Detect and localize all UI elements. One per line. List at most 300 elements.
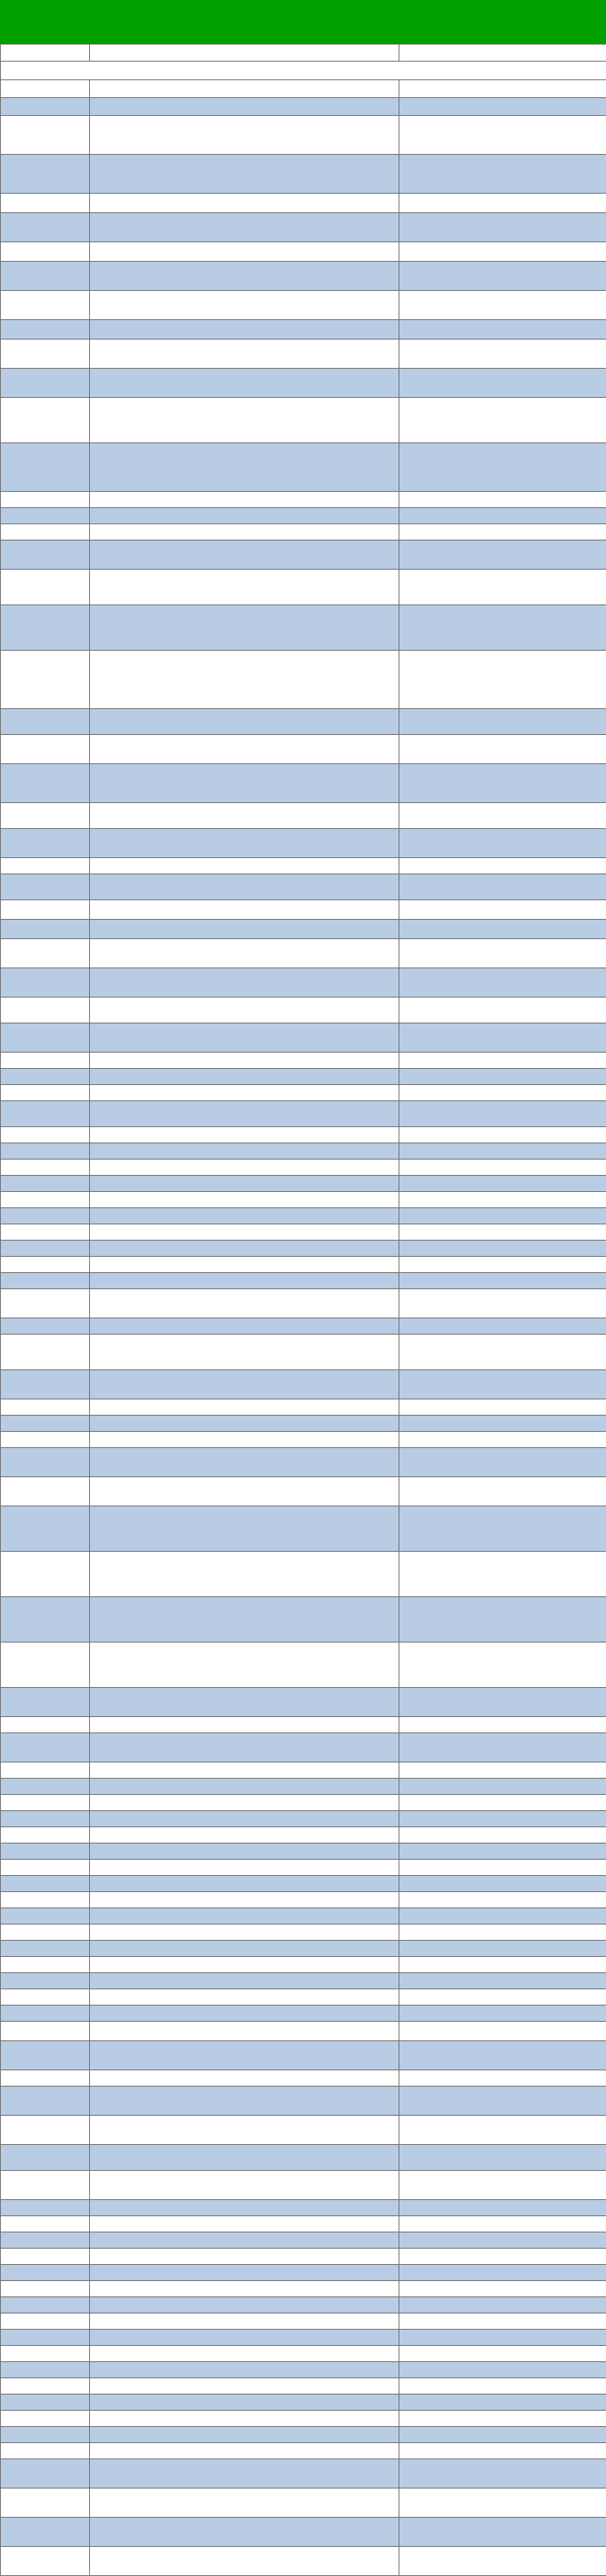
tariff-table — [0, 44, 606, 2576]
description-zh-cell — [399, 1892, 606, 1908]
description-zh-cell — [399, 1023, 606, 1053]
table-row — [1, 1416, 606, 1432]
hs-code-cell — [1, 2443, 90, 2459]
description-zh-cell — [399, 1811, 606, 1827]
description-zh-cell — [399, 1876, 606, 1892]
table-row — [1, 1811, 606, 1827]
hs-code-cell — [1, 2459, 90, 2488]
table-header-row — [1, 45, 606, 62]
table-row — [1, 1892, 606, 1908]
description-zh-cell — [399, 939, 606, 968]
description-en-cell — [90, 2394, 399, 2411]
description-zh-cell — [399, 1241, 606, 1257]
description-en-cell — [90, 858, 399, 874]
description-en-cell — [90, 2443, 399, 2459]
description-en-cell — [90, 1989, 399, 2006]
table-row — [1, 998, 606, 1023]
table-row — [1, 443, 606, 492]
table-row — [1, 2362, 606, 2378]
description-zh-cell — [399, 1733, 606, 1762]
table-row — [1, 1127, 606, 1143]
description-zh-cell — [399, 2297, 606, 2313]
description-en-cell — [90, 2547, 399, 2576]
hs-code-cell — [1, 858, 90, 874]
description-zh-cell — [399, 1432, 606, 1448]
description-zh-cell — [399, 540, 606, 570]
description-en-cell — [90, 1143, 399, 1160]
hs-code-cell — [1, 524, 90, 540]
table-row — [1, 2216, 606, 2232]
hs-code-cell — [1, 1908, 90, 1925]
description-en-cell — [90, 2362, 399, 2378]
description-en-cell — [90, 1192, 399, 1208]
description-en-cell — [90, 1335, 399, 1370]
description-zh-cell — [399, 1127, 606, 1143]
table-row — [1, 2459, 606, 2488]
table-row — [1, 2265, 606, 2281]
table-row — [1, 398, 606, 443]
description-en-cell — [90, 116, 399, 155]
description-en-cell — [90, 2070, 399, 2087]
table-row — [1, 1101, 606, 1127]
hs-code-cell — [1, 2265, 90, 2281]
table-row — [1, 2427, 606, 2443]
hs-code-cell — [1, 1597, 90, 1643]
description-en-cell — [90, 764, 399, 803]
hs-code-cell — [1, 2488, 90, 2518]
description-en-cell — [90, 2145, 399, 2171]
hs-code-cell — [1, 1925, 90, 1941]
description-zh-cell — [399, 1053, 606, 1069]
description-zh-cell — [399, 2116, 606, 2145]
hs-code-cell — [1, 320, 90, 340]
description-zh-cell — [399, 340, 606, 369]
description-en-cell — [90, 1416, 399, 1432]
description-zh-cell — [399, 605, 606, 651]
hs-code-cell — [1, 2362, 90, 2378]
description-zh-cell — [399, 2171, 606, 2200]
description-en-cell — [90, 1448, 399, 1477]
table-row — [1, 1779, 606, 1795]
table-row — [1, 1273, 606, 1289]
description-zh-cell — [399, 829, 606, 858]
hs-code-cell — [1, 2518, 90, 2547]
description-en-cell — [90, 1101, 399, 1127]
description-zh-cell — [399, 2232, 606, 2249]
hs-code-cell — [1, 1399, 90, 1416]
description-zh-cell — [399, 2459, 606, 2488]
hs-code-cell — [1, 570, 90, 605]
description-zh-cell — [399, 764, 606, 803]
hs-code-cell — [1, 1552, 90, 1597]
description-zh-cell — [399, 1597, 606, 1643]
description-zh-cell — [399, 1957, 606, 1973]
hs-code-cell — [1, 968, 90, 998]
table-row — [1, 2330, 606, 2346]
table-row — [1, 1860, 606, 1876]
banner-subtitle-2 — [299, 29, 307, 41]
description-zh-cell — [399, 651, 606, 709]
table-row — [1, 1717, 606, 1733]
description-zh-cell — [399, 1552, 606, 1597]
description-zh-cell — [399, 1643, 606, 1688]
description-zh-cell — [399, 570, 606, 605]
description-zh-cell — [399, 1273, 606, 1289]
table-row — [1, 369, 606, 398]
description-en-cell — [90, 570, 399, 605]
description-zh-cell — [399, 1688, 606, 1717]
hs-code-cell — [1, 1192, 90, 1208]
description-en-cell — [90, 1241, 399, 1257]
table-row — [1, 651, 606, 709]
hs-code-cell — [1, 1795, 90, 1811]
description-en-cell — [90, 1069, 399, 1085]
description-en-cell — [90, 1257, 399, 1273]
hs-code-cell — [1, 1416, 90, 1432]
description-en-cell — [90, 1053, 399, 1069]
table-row — [1, 2145, 606, 2171]
table-row — [1, 116, 606, 155]
table-row — [1, 2171, 606, 2200]
hs-code-cell — [1, 2249, 90, 2265]
hs-code-cell — [1, 2145, 90, 2171]
description-en-cell — [90, 524, 399, 540]
description-en-cell — [90, 98, 399, 116]
hs-code-cell — [1, 398, 90, 443]
description-zh-cell — [399, 1399, 606, 1416]
table-row — [1, 1552, 606, 1597]
description-zh-cell — [399, 2518, 606, 2547]
hs-code-cell — [1, 1289, 90, 1318]
description-en-cell — [90, 242, 399, 262]
hs-code-cell — [1, 874, 90, 900]
header-description-zh — [399, 45, 606, 62]
table-row — [1, 1160, 606, 1176]
description-en-cell — [90, 155, 399, 194]
description-zh-cell — [399, 2547, 606, 2576]
hs-code-cell — [1, 1176, 90, 1192]
description-zh-cell — [399, 2249, 606, 2265]
description-zh-cell — [399, 858, 606, 874]
description-en-cell — [90, 2330, 399, 2346]
banner-subtitle — [299, 16, 307, 28]
hs-code-cell — [1, 651, 90, 709]
description-zh-cell — [399, 2006, 606, 2022]
description-en-cell — [90, 1892, 399, 1908]
description-en-cell — [90, 2411, 399, 2427]
description-zh-cell — [399, 1224, 606, 1241]
description-en-cell — [90, 1399, 399, 1416]
hs-code-cell — [1, 1241, 90, 1257]
description-en-cell — [90, 320, 399, 340]
table-row — [1, 1876, 606, 1892]
table-row — [1, 194, 606, 213]
table-row — [1, 1176, 606, 1192]
table-row — [1, 829, 606, 858]
table-row — [1, 492, 606, 508]
table-row — [1, 2041, 606, 2070]
banner-title — [299, 3, 307, 15]
description-zh-cell — [399, 213, 606, 242]
hs-code-cell — [1, 1053, 90, 1069]
description-zh-cell — [399, 1779, 606, 1795]
hs-code-cell — [1, 2171, 90, 2200]
description-en-cell — [90, 605, 399, 651]
description-zh-cell — [399, 1208, 606, 1224]
table-row — [1, 291, 606, 320]
hs-code-cell — [1, 2006, 90, 2022]
description-zh-cell — [399, 1860, 606, 1876]
description-zh-cell — [399, 709, 606, 735]
description-zh-cell — [399, 443, 606, 492]
table-row — [1, 709, 606, 735]
description-zh-cell — [399, 2394, 606, 2411]
table-row — [1, 98, 606, 116]
table-row — [1, 242, 606, 262]
table-row — [1, 1399, 606, 1416]
table-row — [1, 2116, 606, 2145]
table-row — [1, 2200, 606, 2216]
table-row — [1, 2297, 606, 2313]
hs-code-cell — [1, 492, 90, 508]
description-en-cell — [90, 291, 399, 320]
description-en-cell — [90, 1688, 399, 1717]
hs-code-cell — [1, 98, 90, 116]
description-zh-cell — [399, 1795, 606, 1811]
table-row — [1, 2346, 606, 2362]
description-zh-cell — [399, 2087, 606, 2116]
description-en-cell — [90, 2427, 399, 2443]
description-zh-cell — [399, 155, 606, 194]
hs-code-cell — [1, 1448, 90, 1477]
table-row — [1, 1957, 606, 1973]
hs-code-cell — [1, 1370, 90, 1399]
description-en-cell — [90, 900, 399, 920]
hs-code-cell — [1, 2070, 90, 2087]
table-row — [1, 2087, 606, 2116]
description-zh-cell — [399, 1257, 606, 1273]
hs-code-cell — [1, 920, 90, 939]
table-row — [1, 1208, 606, 1224]
table-row — [1, 540, 606, 570]
description-en-cell — [90, 1023, 399, 1053]
description-zh-cell — [399, 1973, 606, 1989]
table-row — [1, 1085, 606, 1101]
description-en-cell — [90, 1370, 399, 1399]
description-en-cell — [90, 1957, 399, 1973]
table-row — [1, 2411, 606, 2427]
hs-code-cell — [1, 1257, 90, 1273]
description-zh-cell — [399, 1160, 606, 1176]
description-zh-cell — [399, 1370, 606, 1399]
hs-code-cell — [1, 735, 90, 764]
hs-code-cell — [1, 2041, 90, 2070]
hs-code-cell — [1, 2346, 90, 2362]
table-row — [1, 2518, 606, 2547]
description-en-cell — [90, 213, 399, 242]
table-row — [1, 1925, 606, 1941]
hs-code-cell — [1, 1973, 90, 1989]
description-en-cell — [90, 1908, 399, 1925]
table-row — [1, 858, 606, 874]
hs-code-cell — [1, 1273, 90, 1289]
description-zh-cell — [399, 369, 606, 398]
description-zh-cell — [399, 968, 606, 998]
table-row — [1, 1335, 606, 1370]
table-row — [1, 1733, 606, 1762]
description-en-cell — [90, 1208, 399, 1224]
hs-code-cell — [1, 1085, 90, 1101]
hs-code-cell — [1, 213, 90, 242]
description-en-cell — [90, 1432, 399, 1448]
description-en-cell — [90, 1552, 399, 1597]
table-row — [1, 1053, 606, 1069]
hs-code-cell — [1, 2427, 90, 2443]
hs-code-cell — [1, 998, 90, 1023]
table-row — [1, 2281, 606, 2297]
description-zh-cell — [399, 1989, 606, 2006]
description-en-cell — [90, 2216, 399, 2232]
hs-code-cell — [1, 2232, 90, 2249]
description-en-cell — [90, 2265, 399, 2281]
description-zh-cell — [399, 1335, 606, 1370]
hs-code-cell — [1, 2216, 90, 2232]
table-note-row — [1, 62, 606, 80]
description-zh-cell — [399, 194, 606, 213]
hs-code-cell — [1, 2313, 90, 2330]
hs-code-cell — [1, 1811, 90, 1827]
hs-code-cell — [1, 1892, 90, 1908]
description-zh-cell — [399, 2313, 606, 2330]
table-row — [1, 1432, 606, 1448]
description-en-cell — [90, 998, 399, 1023]
description-zh-cell — [399, 874, 606, 900]
description-zh-cell — [399, 2041, 606, 2070]
description-en-cell — [90, 2346, 399, 2362]
header-description-en — [90, 45, 399, 62]
table-row — [1, 2006, 606, 2022]
description-zh-cell — [399, 98, 606, 116]
description-zh-cell — [399, 262, 606, 291]
table-row — [1, 524, 606, 540]
hs-code-cell — [1, 1127, 90, 1143]
description-zh-cell — [399, 1762, 606, 1779]
table-row — [1, 1908, 606, 1925]
hs-code-cell — [1, 1160, 90, 1176]
table-row — [1, 1827, 606, 1843]
description-en-cell — [90, 492, 399, 508]
description-en-cell — [90, 2006, 399, 2022]
description-zh-cell — [399, 920, 606, 939]
description-zh-cell — [399, 320, 606, 340]
description-en-cell — [90, 540, 399, 570]
description-en-cell — [90, 1597, 399, 1643]
description-en-cell — [90, 1795, 399, 1811]
description-en-cell — [90, 2200, 399, 2216]
table-row — [1, 508, 606, 524]
table-row — [1, 874, 606, 900]
table-row — [1, 2313, 606, 2330]
description-zh-cell — [399, 1085, 606, 1101]
table-row — [1, 320, 606, 340]
table-row — [1, 2022, 606, 2041]
hs-code-cell — [1, 2394, 90, 2411]
hs-code-cell — [1, 803, 90, 829]
table-row — [1, 1989, 606, 2006]
description-en-cell — [90, 1779, 399, 1795]
description-en-cell — [90, 1876, 399, 1892]
hs-code-cell — [1, 1318, 90, 1335]
table-row — [1, 1477, 606, 1506]
table-row — [1, 764, 606, 803]
hs-code-cell — [1, 605, 90, 651]
hs-code-cell — [1, 2281, 90, 2297]
hs-code-cell — [1, 291, 90, 320]
hs-code-cell — [1, 1843, 90, 1860]
description-zh-cell — [399, 1925, 606, 1941]
description-zh-cell — [399, 242, 606, 262]
description-zh-cell — [399, 2427, 606, 2443]
description-zh-cell — [399, 1477, 606, 1506]
table-row — [1, 2443, 606, 2459]
description-en-cell — [90, 1176, 399, 1192]
hs-code-cell — [1, 1335, 90, 1370]
table-row — [1, 1023, 606, 1053]
description-en-cell — [90, 1860, 399, 1876]
hs-code-cell — [1, 2116, 90, 2145]
table-row — [1, 1318, 606, 1335]
description-en-cell — [90, 80, 399, 98]
table-row — [1, 1795, 606, 1811]
description-en-cell — [90, 2171, 399, 2200]
hs-code-cell — [1, 369, 90, 398]
description-en-cell — [90, 194, 399, 213]
hs-code-cell — [1, 900, 90, 920]
description-en-cell — [90, 735, 399, 764]
table-row — [1, 1506, 606, 1552]
hs-code-cell — [1, 80, 90, 98]
hs-code-cell — [1, 1643, 90, 1688]
description-en-cell — [90, 2116, 399, 2145]
description-en-cell — [90, 2313, 399, 2330]
table-row — [1, 803, 606, 829]
description-en-cell — [90, 1762, 399, 1779]
description-en-cell — [90, 709, 399, 735]
description-en-cell — [90, 2488, 399, 2518]
description-en-cell — [90, 651, 399, 709]
table-row — [1, 735, 606, 764]
description-zh-cell — [399, 2330, 606, 2346]
table-row — [1, 2070, 606, 2087]
table-row — [1, 213, 606, 242]
hs-code-cell — [1, 1860, 90, 1876]
description-en-cell — [90, 1224, 399, 1241]
description-zh-cell — [399, 2443, 606, 2459]
description-en-cell — [90, 1717, 399, 1733]
description-en-cell — [90, 1811, 399, 1827]
title-banner — [0, 0, 606, 44]
table-row — [1, 900, 606, 920]
description-en-cell — [90, 1733, 399, 1762]
table-row — [1, 1643, 606, 1688]
hs-code-cell — [1, 1224, 90, 1241]
description-en-cell — [90, 508, 399, 524]
table-row — [1, 1448, 606, 1477]
description-zh-cell — [399, 1143, 606, 1160]
description-zh-cell — [399, 1506, 606, 1552]
description-zh-cell — [399, 1318, 606, 1335]
description-en-cell — [90, 1941, 399, 1957]
